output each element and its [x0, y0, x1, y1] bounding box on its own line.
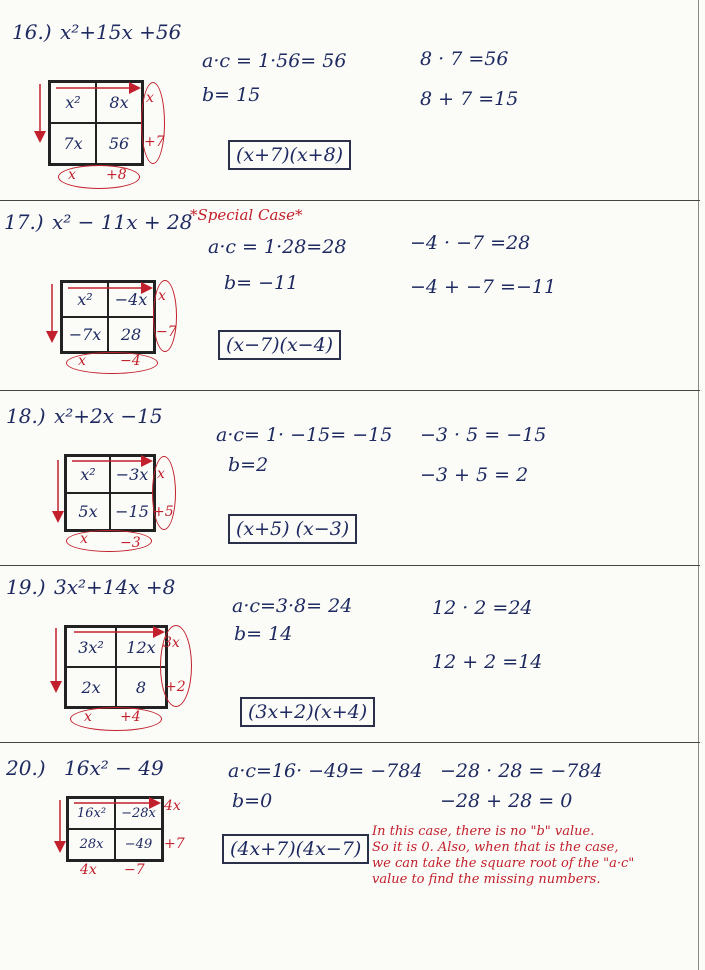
grid-cell: 8: [116, 667, 166, 707]
grid-cell: −7x: [62, 317, 108, 352]
bottom-factor: x: [84, 709, 92, 725]
special-case-label: *Special Case*: [190, 206, 303, 224]
factor-sum: 12 + 2 =14: [432, 651, 543, 673]
ac-product: a·c=16· −49= −784: [228, 760, 423, 782]
factor-sum: −3 + 5 = 2: [420, 464, 529, 486]
area-model-grid: [60, 280, 156, 354]
problem-19: [0, 565, 700, 740]
grid-cell: 28: [108, 317, 154, 352]
factored-answer: (3x+2)(x+4): [240, 697, 375, 727]
b-value: b= 14: [234, 623, 293, 645]
ac-product: a·c = 1·28=28: [208, 236, 347, 258]
problem-number: 19.): [6, 575, 46, 599]
note-line: we can take the square root of the "a·c": [372, 856, 635, 871]
bottom-factor: −4: [120, 353, 141, 369]
bottom-factor: x: [80, 531, 88, 547]
bottom-factor: +8: [106, 167, 127, 183]
problem-20: [0, 742, 700, 970]
side-factor: x: [158, 288, 166, 304]
grid-cell: −4x: [108, 282, 154, 317]
grid-cell: x²: [66, 456, 110, 493]
bottom-factor: x: [78, 353, 86, 369]
grid-cell: 8x: [96, 82, 142, 123]
bottom-factor: x: [68, 167, 76, 183]
note-line: value to find the missing numbers.: [372, 872, 601, 887]
problem-expression: x²+15x +56: [60, 20, 182, 44]
problem-expression: x² − 11x + 28: [52, 210, 193, 234]
bottom-factor: −3: [120, 535, 141, 551]
factored-answer: (x+7)(x+8): [228, 140, 351, 170]
grid-cell: 3x²: [66, 627, 116, 667]
area-model-grid: [48, 80, 144, 166]
problem-expression: x²+2x −15: [54, 404, 163, 428]
problem-expression: 16x² − 49: [64, 756, 164, 780]
factor-product: 8 · 7 =56: [420, 48, 509, 70]
grid-cell: −15: [110, 493, 154, 530]
problem-number: 17.): [4, 210, 44, 234]
grid-cell: x²: [62, 282, 108, 317]
side-factor: +2: [165, 679, 186, 695]
grid-cell: 16x²: [68, 798, 115, 829]
b-value: b= 15: [202, 84, 261, 106]
problem-17: [0, 200, 700, 390]
factor-product: −28 · 28 = −784: [440, 760, 603, 782]
side-factor: x: [146, 90, 154, 106]
ac-product: a·c = 1·56= 56: [202, 50, 347, 72]
b-value: b= −11: [224, 272, 299, 294]
b-value: b=0: [232, 790, 273, 812]
b-value: b=2: [228, 454, 269, 476]
grid-cell: 7x: [50, 123, 96, 164]
problem-16: [0, 0, 700, 200]
side-factor: −7: [156, 324, 177, 340]
problem-number: 16.): [12, 20, 52, 44]
side-factor: x: [157, 466, 165, 482]
factor-product: −4 · −7 =28: [410, 232, 531, 254]
area-model-grid: [64, 454, 156, 532]
side-factor: +7: [164, 836, 185, 852]
factor-sum: 8 + 7 =15: [420, 88, 519, 110]
bottom-factor: −7: [124, 862, 145, 878]
factor-product: −3 · 5 = −15: [420, 424, 547, 446]
side-factor: 3x: [163, 635, 180, 651]
grid-cell: 5x: [66, 493, 110, 530]
problem-18: [0, 390, 700, 565]
grid-cell: −49: [115, 829, 162, 860]
grid-cell: 2x: [66, 667, 116, 707]
grid-cell: x²: [50, 82, 96, 123]
note-line: In this case, there is no "b" value.: [372, 824, 595, 839]
area-model-grid: [66, 796, 164, 862]
grid-cell: 56: [96, 123, 142, 164]
problem-number: 20.): [6, 756, 46, 780]
side-factor: +5: [153, 504, 174, 520]
factor-product: 12 · 2 =24: [432, 597, 533, 619]
area-model-grid: [64, 625, 168, 709]
problem-expression: 3x²+14x +8: [54, 575, 176, 599]
note-line: So it is 0. Also, when that is the case,: [372, 840, 619, 855]
bottom-factor: +4: [120, 709, 141, 725]
side-factor: +7: [144, 134, 165, 150]
bottom-factor: 4x: [80, 862, 97, 878]
grid-cell: −3x: [110, 456, 154, 493]
explanation-note: [372, 824, 634, 888]
side-factor: 4x: [164, 798, 181, 814]
ac-product: a·c=3·8= 24: [232, 595, 353, 617]
factor-sum: −28 + 28 = 0: [440, 790, 573, 812]
ac-product: a·c= 1· −15= −15: [216, 424, 393, 446]
grid-cell: −28x: [115, 798, 162, 829]
factor-sum: −4 + −7 =−11: [410, 276, 557, 298]
problem-number: 18.): [6, 404, 46, 428]
factored-answer: (4x+7)(4x−7): [222, 834, 369, 864]
factored-answer: (x−7)(x−4): [218, 330, 341, 360]
grid-cell: 28x: [68, 829, 115, 860]
grid-cell: 12x: [116, 627, 166, 667]
factored-answer: (x+5) (x−3): [228, 514, 357, 544]
